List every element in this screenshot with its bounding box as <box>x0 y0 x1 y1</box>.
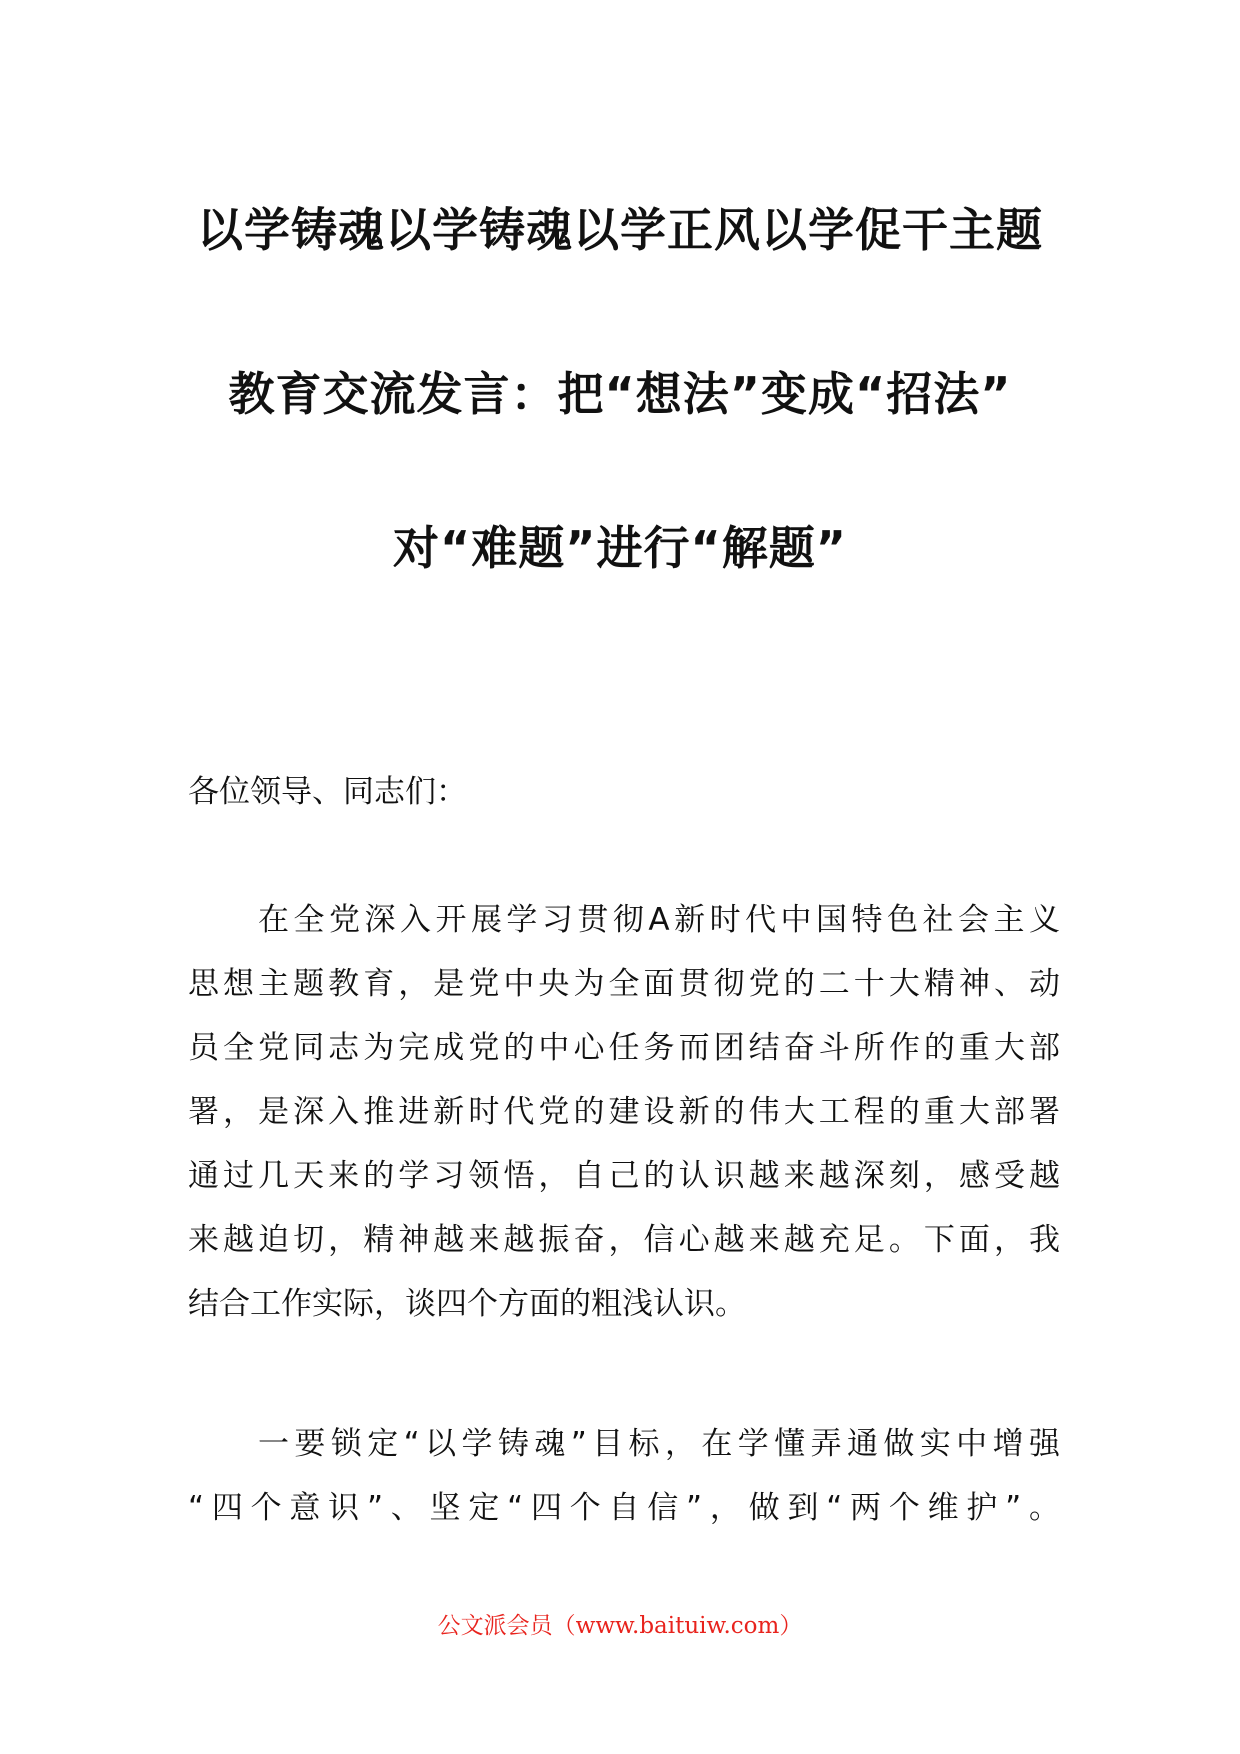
paragraph-line: 在全党深入开展学习贯彻A新时代中国特色社会主义 <box>258 902 1060 938</box>
title-line-3: 对“难题”进行“解题” <box>393 521 847 575</box>
title-line-1: 以学铸魂以学铸魂以学正风以学促干主题 <box>197 203 1043 257</box>
paragraph-line: 员全党同志为完成党的中心任务而团结奋斗所作的重大部 <box>188 1030 1060 1066</box>
paragraph-line: 思想主题教育，是党中央为全面贯彻党的二十大精神、动 <box>188 966 1060 1002</box>
footer-watermark: 公文派会员（www.baituiw.com） <box>437 1613 803 1639</box>
paragraph-line: 署，是深入推进新时代党的建设新的伟大工程的重大部署 <box>188 1094 1060 1130</box>
paragraph-point-one <box>188 1412 1060 1540</box>
paragraph-line: 来越迫切，精神越来越振奋，信心越来越充足。下面，我 <box>188 1222 1060 1258</box>
paragraph-line: 通过几天来的学习领悟，自己的认识越来越深刻，感受越 <box>188 1158 1060 1194</box>
paragraph-intro <box>188 888 1060 1336</box>
title-line-2: 教育交流发言：把“想法”变成“招法” <box>228 367 1012 421</box>
paragraph-line: “四个意识”、坚定“四个自信”，做到“两个维护”。 <box>188 1490 1060 1526</box>
greeting: 各位领导、同志们： <box>188 774 467 810</box>
paragraph-line: 一要锁定“以学铸魂”目标，在学懂弄通做实中增强 <box>258 1426 1060 1462</box>
paragraph-line: 结合工作实际，谈四个方面的粗浅认识。 <box>188 1286 746 1322</box>
